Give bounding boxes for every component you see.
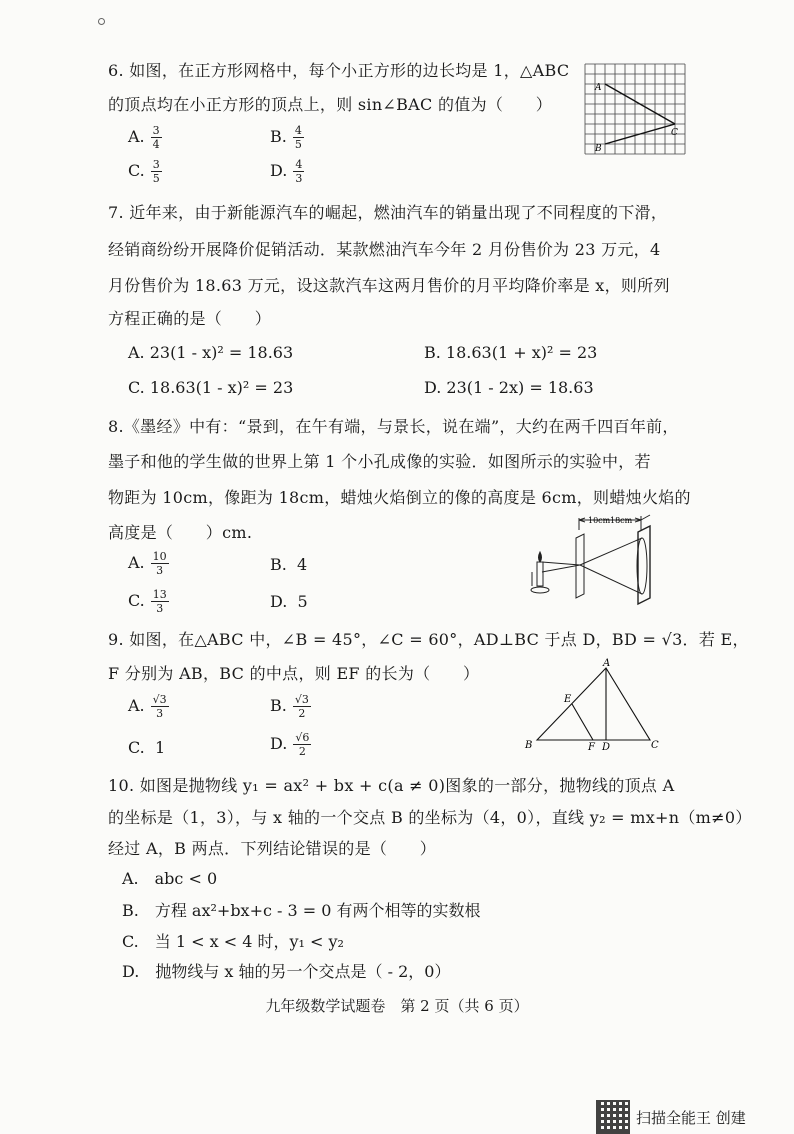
q7-line4: 方程正确的是（ ） (108, 309, 272, 328)
q8-line2: 墨子和他的学生做的世界上第 1 个小孔成像的实验．如图所示的实验中，若 (108, 452, 651, 471)
q9-label-a: A (603, 658, 611, 669)
q8-option-a: A. $\frac{10}{3}$ (128, 550, 167, 577)
q10-option-d: D. 抛物线与 x 轴的另一个交点是（ - 2，0） (122, 962, 451, 981)
q6-option-b: B. $\frac{4}{5}$ (270, 124, 302, 151)
q6-grid-figure (583, 62, 687, 156)
scanner-watermark (596, 1100, 746, 1134)
q8-option-d: D. 5 (270, 592, 308, 611)
q10-line1: 10. 如图是抛物线 y₁ = ax² + bx + c(a ≠ 0)图象的一部分，抛物线的顶点 A (108, 776, 675, 795)
q10-option-a: A. abc < 0 (122, 869, 218, 888)
page-footer: 九年级数学试题卷 第 2 页（共 6 页） (265, 997, 529, 1015)
q6-line1: 6. 如图，在正方形网格中，每个小正方形的边长均是 1，△ABC (108, 61, 570, 80)
q9-option-a: A. $\frac{√3}{3}$ (128, 693, 167, 720)
q10-line3: 经过 A，B 两点．下列结论错误的是（ ） (108, 839, 437, 858)
q6-label-c: C (671, 128, 678, 138)
q8-line1: 8.《墨经》中有：“景到，在午有端，与景长，说在端”，大约在两千四百年前， (108, 417, 679, 436)
qr-code-icon (596, 1100, 630, 1134)
q6-line2: 的顶点均在小正方形的顶点上，则 sin∠BAC 的值为（ ） (108, 95, 553, 114)
pinhole-camera-figure (522, 510, 672, 606)
q7-option-c: C. 18.63(1 - x)² = 23 (128, 378, 294, 397)
q9-label-c: C (651, 740, 659, 751)
q9-label-b: B (525, 740, 533, 751)
q10-line2: 的坐标是（1，3），与 x 轴的一个交点 B 的坐标为（4，0），直线 y₂ = mx+n（m≠0） (108, 808, 752, 827)
q7-line1: 7. 近年来，由于新能源汽车的崛起，燃油汽车的销量出现了不同程度的下滑， (108, 203, 668, 222)
q8-line3: 物距为 10cm，像距为 18cm，蜡烛火焰倒立的像的高度是 6cm，则蜡烛火焰的 (108, 488, 691, 507)
page-mark (98, 18, 105, 25)
q10-option-c: C. 当 1 < x < 4 时，y₁ < y₂ (122, 932, 344, 951)
q7-option-d: D. 23(1 - 2x) = 18.63 (424, 378, 594, 397)
q9-line1: 9. 如图，在△ABC 中，∠B = 45°，∠C = 60°，AD⊥BC 于点 D，BD = √3．若 E， (108, 630, 749, 649)
q8-option-b: B. 4 (270, 555, 308, 574)
q6-option-d: D. $\frac{4}{3}$ (270, 158, 303, 185)
q10-option-b: B. 方程 ax²+bx+c - 3 = 0 有两个相等的实数根 (122, 901, 481, 920)
scanner-label: 扫描全能王 创建 (636, 1108, 746, 1127)
q9-label-f: F (588, 742, 595, 752)
q7-line3: 月份售价为 18.63 万元，设这款汽车这两月售价的月平均降价率是 x，则所列 (108, 276, 670, 295)
q9-option-c: C. 1 (128, 738, 166, 757)
q9-line2: F 分别为 AB，BC 的中点，则 EF 的长为（ ） (108, 664, 480, 683)
q6-label-a: A (595, 83, 602, 93)
q6-option-c: C. $\frac{3}{5}$ (128, 158, 160, 185)
q7-option-b: B. 18.63(1 + x)² = 23 (424, 343, 598, 362)
q9-option-b: B. $\frac{√3}{2}$ (270, 693, 309, 720)
q9-label-d: D (602, 742, 611, 752)
q6-label-b: B (595, 144, 602, 154)
q7-line2: 经销商纷纷开展降价促销活动．某款燃油汽车今年 2 月份售价为 23 万元，4 (108, 240, 661, 259)
q7-option-a: A. 23(1 - x)² = 18.63 (128, 343, 294, 362)
q8-option-c: C. $\frac{13}{3}$ (128, 588, 167, 615)
q9-label-e: E (564, 694, 572, 705)
q6-option-a: A. $\frac{3}{4}$ (128, 124, 160, 151)
q9-triangle-figure (520, 656, 670, 752)
object-distance-label: 10cm (588, 516, 611, 525)
q8-line4: 高度是（ ）cm. (108, 523, 253, 542)
q9-option-d: D. $\frac{√6}{2}$ (270, 731, 310, 758)
image-distance-label: 18cm (610, 516, 633, 525)
